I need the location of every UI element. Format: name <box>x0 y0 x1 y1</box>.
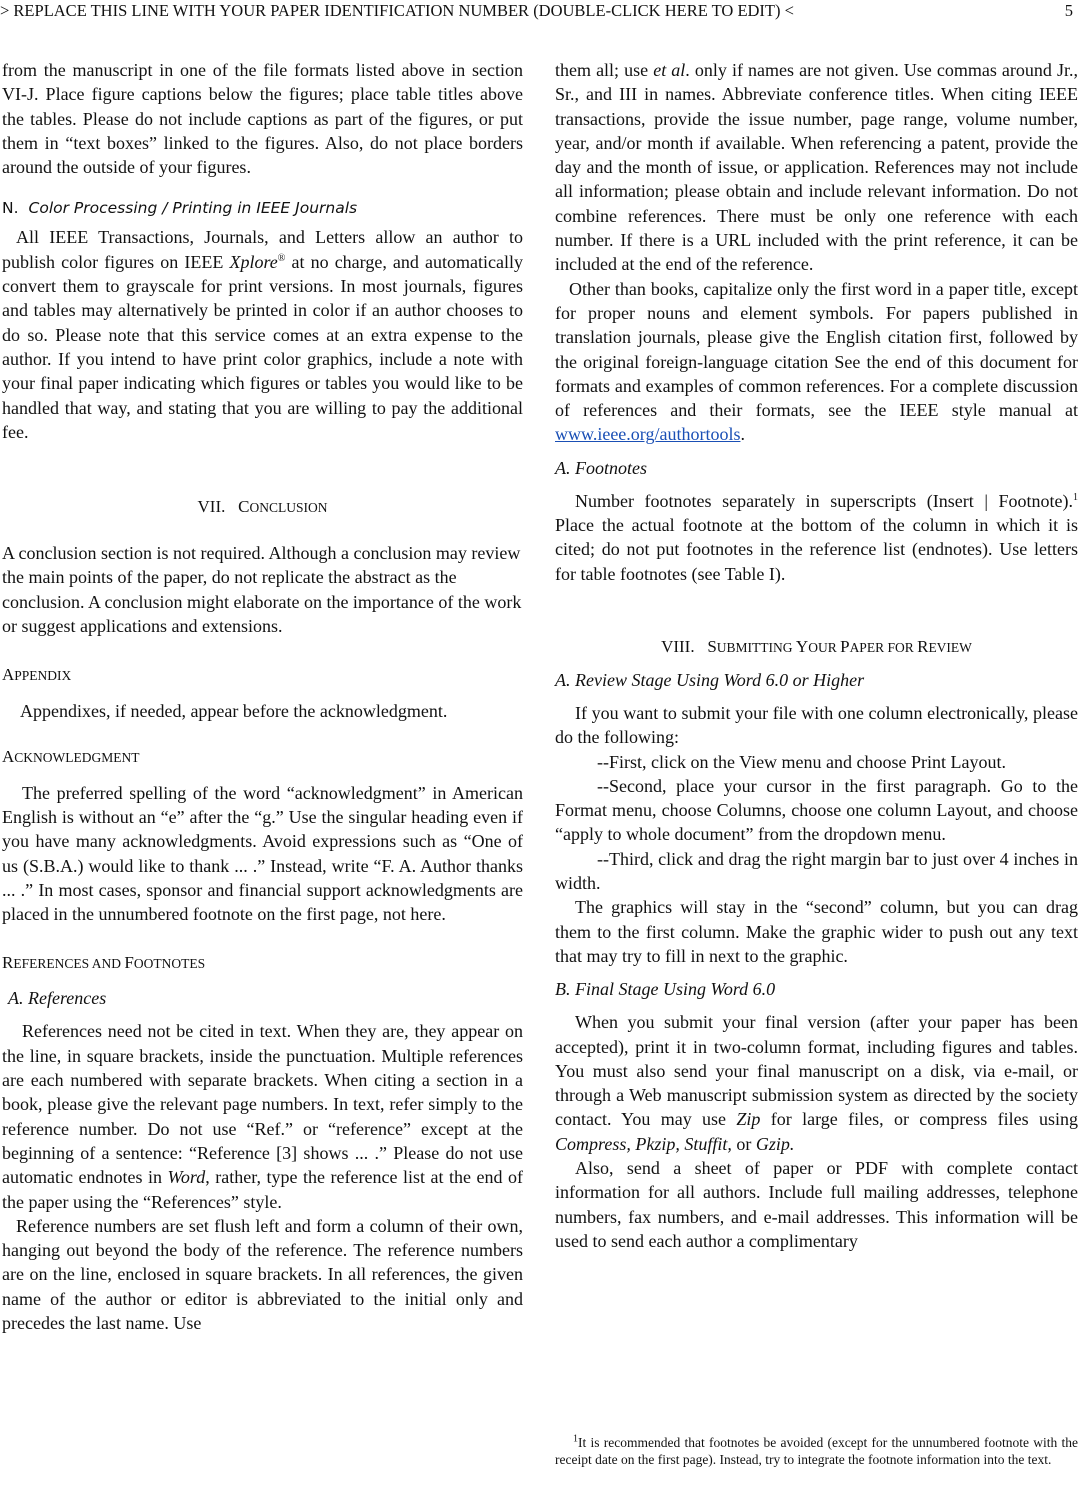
step-third: --Third, click and drag the right margin bar to just over 4 inches in width. <box>555 848 1078 894</box>
references-paragraph-3: Other than books, capitalize only the first word in a paper title, except for proper nouns and element symbols. For papers published in translation journals, please give the English citation first, followed by the original foreign-language citation See the end of this document for formats and examples of common references. For a complete discussion of references and their formats, see the IEEE style manual at www.ieee.org/authortools. <box>555 278 1078 445</box>
review-stage-subheading: A. Review Stage Using Word 6.0 or Higher <box>555 669 865 690</box>
page-number: 5 <box>1064 1 1073 20</box>
references-paragraph-2: Reference numbers are set flush left and form a column of their own, hanging out beyond the body of the reference. The reference numbers are on the line, enclosed in square brackets. In all references, the given name of the author or editor is abbreviated to the initial only and precedes the last name. Use <box>2 1215 523 1333</box>
graphics-paragraph: The graphics will stay in the “second” column, but you can drag them to the first column. Make the graphic wider to push out any text that may try to fill in next to the graphic. <box>555 897 1078 966</box>
appendix-heading: APPENDIX <box>2 665 72 685</box>
running-header <box>0 0 1081 28</box>
footnote-1: $^1$It is recommended that footnotes be avoided (except for the unnumbered footnote with the receipt date on the first page). Instead, try to integrate the footnote information into the text. <box>555 1433 1078 1467</box>
footnotes-subheading: A. Footnotes <box>555 457 647 478</box>
acknowledgment-paragraph: The preferred spelling of the word “acknowledgment” in American English is without an “e” after the “g.” Use the singular heading even if you have many acknowledgments. Avoid expressions such as “One of us (S.B.A.) would like to thank ... .” Instead, write “F. A. Author thanks ... .” In most cases, sponsor and financial support acknowledgments are placed in the unnumbered footnote on the first page, not here. <box>2 782 523 925</box>
color-processing-heading: N. Color Processing / Printing in IEEE Journals <box>2 199 358 218</box>
submitting-heading: VIII. SUBMITTING YOUR PAPER FOR REVIEW <box>661 636 972 656</box>
acknowledgment-heading: ACKNOWLEDGMENT <box>2 746 140 766</box>
contact-info-paragraph: Also, send a sheet of paper or PDF with complete contact information for all authors. Include full mailing addresses, telephone numbers, fax numbers, and e-mail addresses. This information will be used to send each author a complimentary <box>555 1157 1078 1251</box>
step-first: --First, click on the View menu and choose Print Layout. <box>597 751 1007 772</box>
header-text: > REPLACE THIS LINE WITH YOUR PAPER IDENTIFICATION NUMBER (DOUBLE-CLICK HERE TO EDIT) < <box>0 1 794 20</box>
conclusion-heading: VII. CONCLUSION <box>197 497 328 517</box>
color-processing-paragraph: All IEEE Transactions, Journals, and Letters allow an author to publish color figures on IEEE Xplore® at no charge, and automatically convert them to grayscale for print versions. In most journals, figures and tables may alternatively be printed in color if an author chooses to do so. Please note that this service comes at an extra expense to the author. If you intend to have print color graphics, include a note with your final paper indicating which figures or tables you would like to be handled that way, and stating that you are willing to pay the additional fee. <box>2 227 523 442</box>
intro-paragraph: from the manuscript in one of the file formats listed above in section VI-J. Place figure captions below the figures; place table titles above the tables. Please do not include captions as part of the figures, or put them in “text boxes” linked to the figures. Also, do not place borders around the outside of your figures. <box>2 60 523 178</box>
appendix-paragraph: Appendixes, if needed, appear before the acknowledgment. <box>20 701 448 722</box>
author-tools-link[interactable]: www.ieee.org/authortools <box>555 424 741 445</box>
right-column <box>555 58 1078 1253</box>
conclusion-paragraph: A conclusion section is not required. Although a conclusion may review the main points of the paper, do not replicate the abstract as the conclusion. A conclusion might elaborate on the importance of the work or suggest applications and extensions. <box>2 543 522 637</box>
references-subheading: A. References <box>8 988 107 1009</box>
step-second: --Second, place your cursor in the first paragraph. Go to the Format menu, choose Columns, choose one column Layout, and choose “apply to whole document” from the dropdown menu. <box>555 775 1078 845</box>
left-column <box>2 58 523 1335</box>
review-paragraph: If you want to submit your file with one column electronically, please do the following: <box>555 702 1078 748</box>
final-stage-paragraph: When you submit your final version (after your paper has been accepted), print it in two-column format, including figures and tables. You must also send your final manuscript on a disk, via e-mail, or through a Web manuscript submission system as directed by the society contact. You may use Zip for large files, or compress files using Compress, Pkzip, Stuffit, or Gzip. <box>555 1012 1078 1154</box>
footnotes-paragraph: Number footnotes separately in superscripts (Insert | Footnote).$^1$ Place the actual footnote at the bottom of the column in which it is cited; do not put footnotes in the reference list (endnotes). Use letters for table footnotes (see Table I). <box>555 490 1078 584</box>
references-paragraph-1: References need not be cited in text. When they are, they appear on the line, in square brackets, inside the punctuation. Multiple references are each numbered with separate brackets. When citing a section in a book, please give the relevant page numbers. In text, refer simply to the reference number. Do not use “Ref.” or “reference” except at the beginning of a sentence: “Reference [3] shows ... .” Please do not use automatic endnotes in Word, rather, type the reference list at the end of the paper using the “References” style. <box>2 1021 523 1212</box>
references-footnotes-heading: REFERENCES AND FOOTNOTES <box>2 953 206 973</box>
final-stage-subheading: B. Final Stage Using Word 6.0 <box>555 979 776 1000</box>
references-continued-paragraph: them all; use et al. only if names are not given. Use commas around Jr., Sr., and III in names. Abbreviate conference titles. When citing IEEE transactions, provide the issue number, page range, volume number, year, and/or month if available. When referencing a patent, provide the day and the month of issue, or application. References may not include all information; please obtain and include relevant information. Do not combine references. There must be only one reference with each number. If there is a URL included with the print reference, it can be included at the end of the reference. <box>555 60 1078 275</box>
